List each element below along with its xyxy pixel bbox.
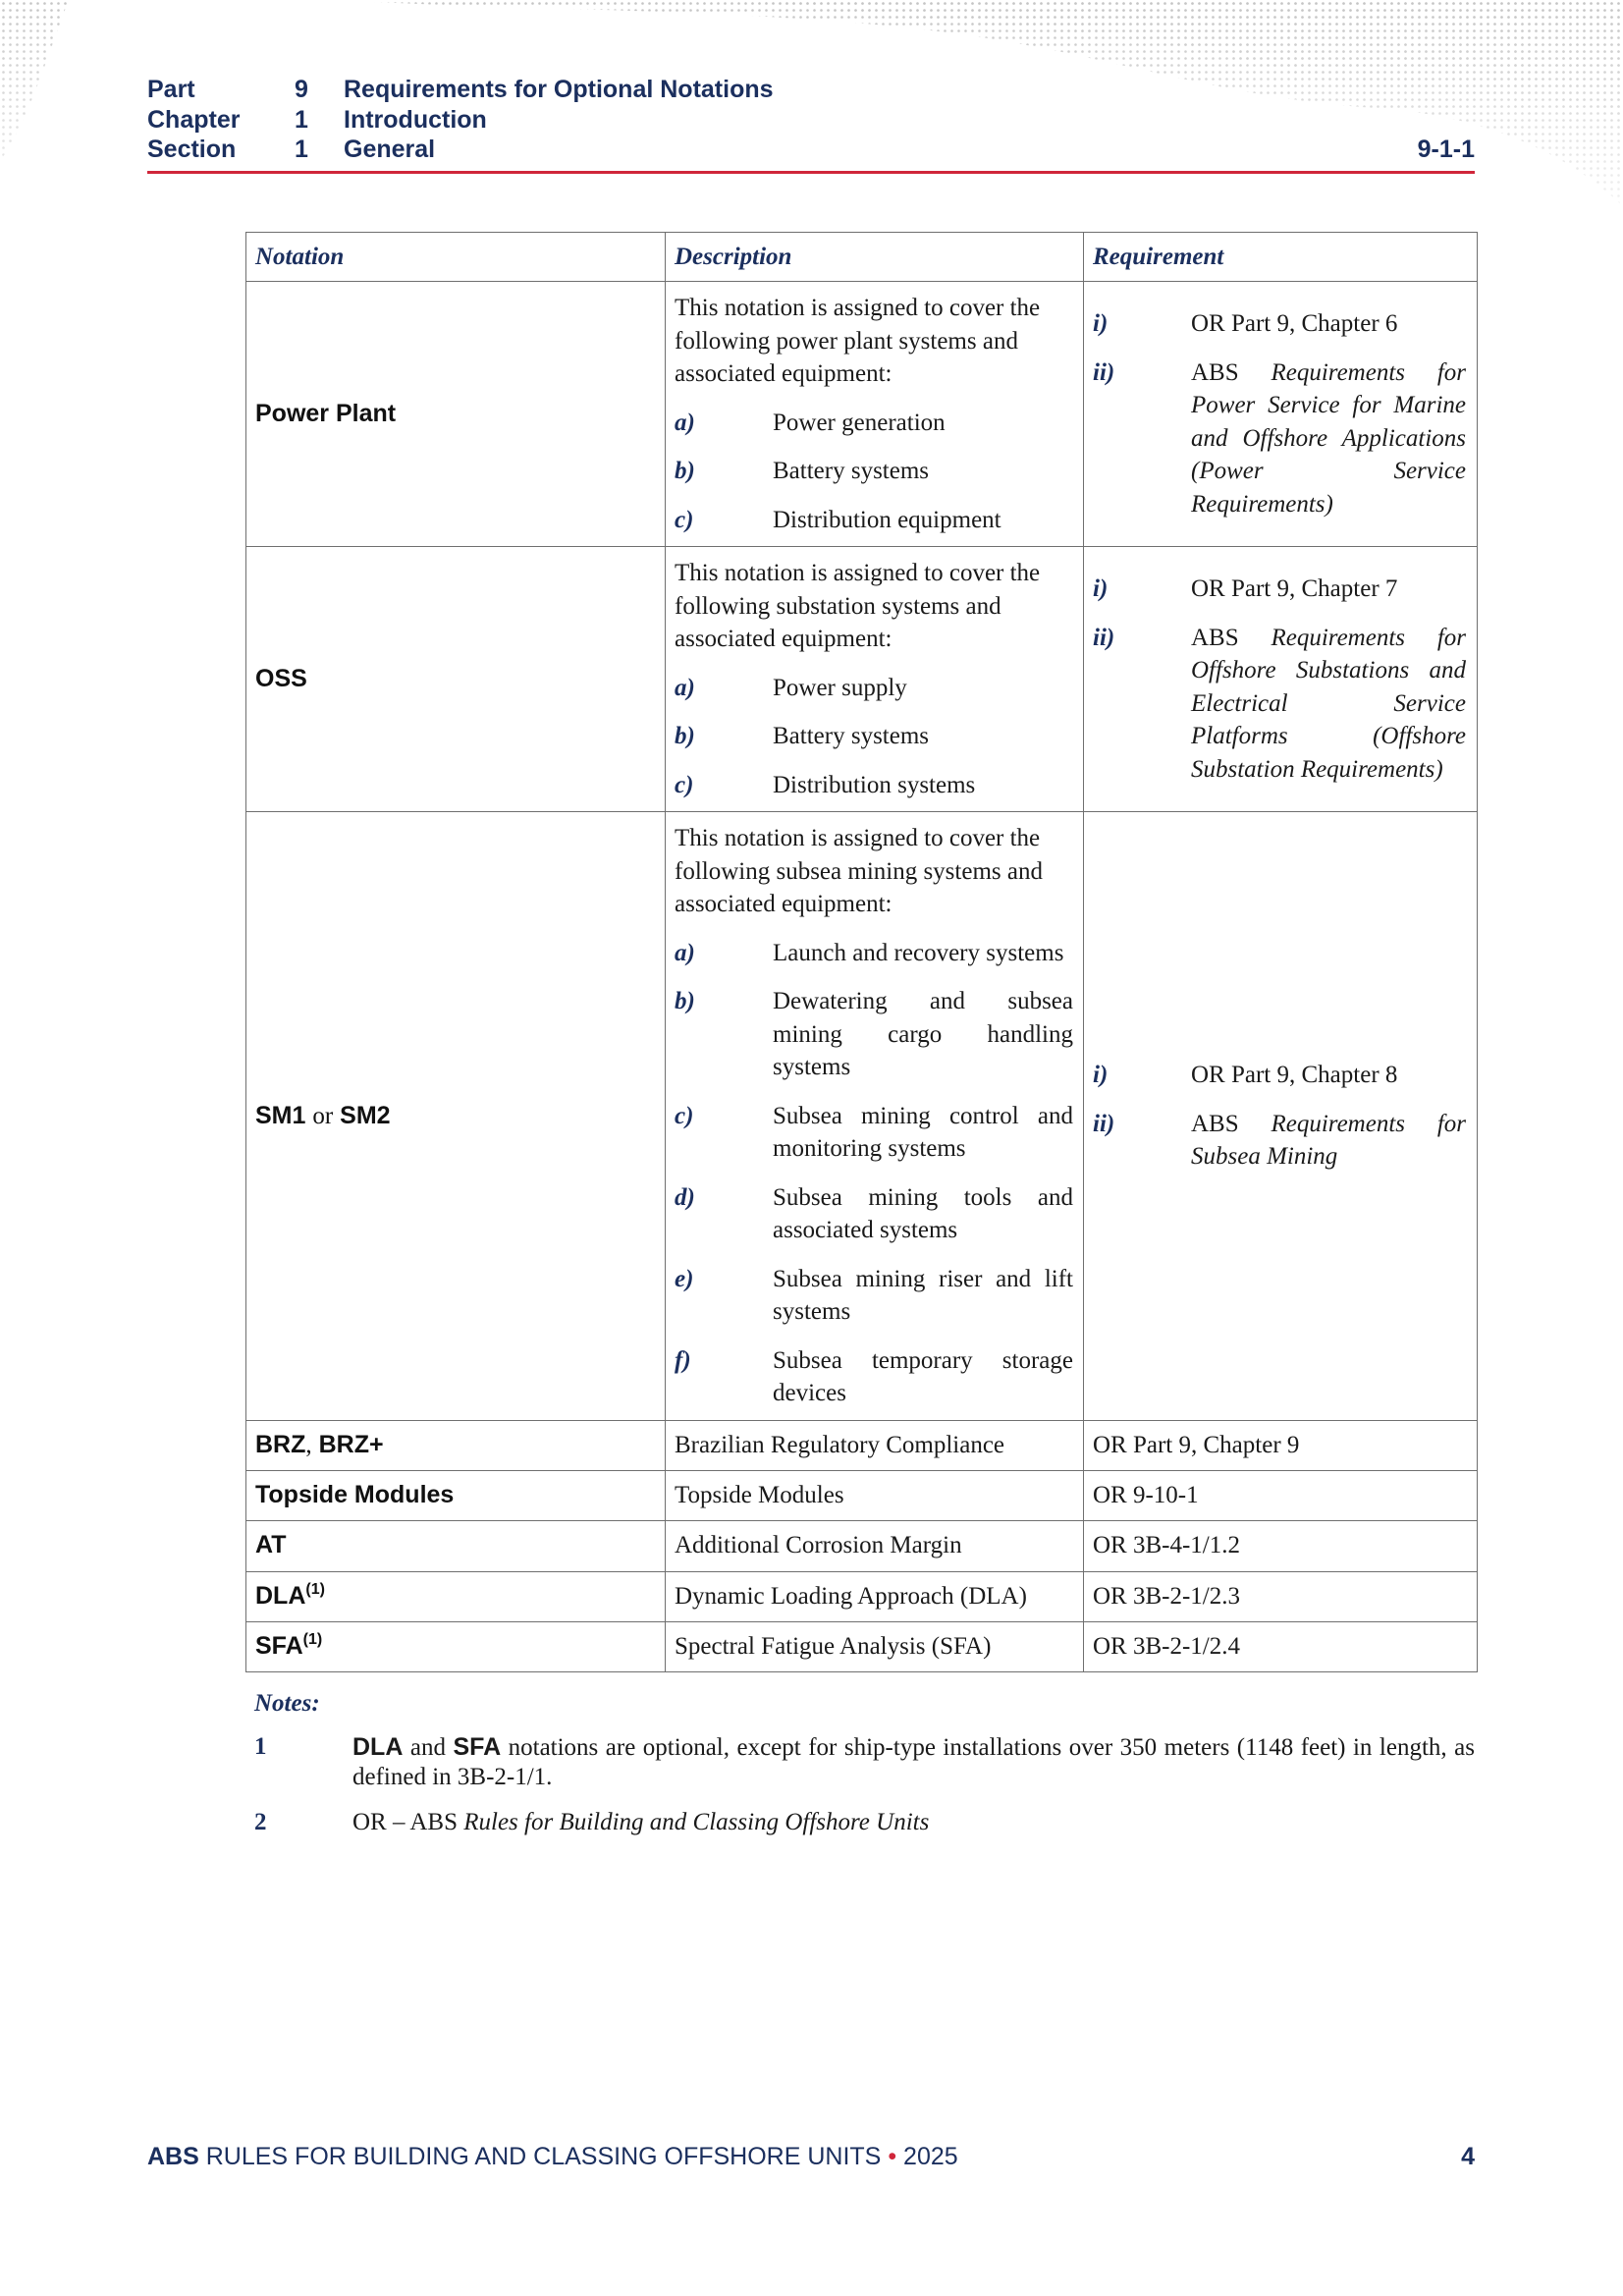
header-section-row [147,135,774,165]
note-text [352,1808,1475,1837]
column-header-requirement: Requirement [1084,233,1478,282]
footer-year: 2025 [903,2143,958,2170]
description-intro: This notation is assigned to cover the following subsea mining systems and associated equipment: [675,825,1043,917]
requirement-item [1093,307,1468,341]
requirement-item-label: ii) [1093,624,1115,651]
list-item-label: c) [675,1102,694,1129]
notes-list [254,1732,1475,1837]
requirement-cell [1084,547,1478,812]
table-row [246,1571,1478,1621]
requirement-source: ABS [1191,624,1239,651]
notation-name: SM1 [255,1101,306,1129]
note-text-part: OR – ABS [352,1809,458,1835]
note-text-part: and [409,1734,446,1761]
requirement-item-label: i) [1093,1062,1109,1088]
description-cell: Spectral Fatigue Analysis (SFA) [666,1621,1084,1671]
requirement-item-label: ii) [1093,1110,1115,1137]
list-item-label: b) [675,723,695,749]
requirement-cell: OR 3B-2-1/2.4 [1084,1621,1478,1671]
table-row [246,1520,1478,1571]
list-item [675,504,1074,537]
notations-table [245,232,1478,1672]
list-item-text: Subsea temporary storage devices [773,1346,1073,1406]
requirement-item-text: OR Part 9, Chapter 8 [1191,1062,1398,1088]
footnote-reference: (1) [305,1580,325,1598]
section-reference: 9-1-1 [1417,136,1475,163]
notation-cell [246,1621,666,1671]
requirement-item [1093,573,1468,606]
requirement-document-title: Requirements for Offshore Substations and Electrical Service Platforms (Offshore Substation Requirements) [1191,624,1466,783]
table-row [246,1621,1478,1671]
note-number: 1 [254,1733,267,1760]
column-header-notation: Notation [246,233,666,282]
list-item-label: d) [675,1183,695,1211]
notation-name: SM2 [340,1101,391,1129]
list-item-label: f) [675,1346,691,1374]
list-item [675,455,1074,488]
requirement-item-text: OR Part 9, Chapter 6 [1191,310,1398,337]
requirement-cell [1084,812,1478,1421]
list-item-label: c) [675,771,694,798]
note-text-part: notations are optional, except for ship-type installations over 350 meters (1148 feet) in length, as defined in 3B-2-1/1. [352,1734,1475,1790]
note-item [254,1808,1475,1837]
table-row [246,282,1478,547]
header-part-number: 9 [295,76,308,103]
requirement-cell: OR 9-10-1 [1084,1470,1478,1520]
list-item-label: a) [675,409,695,436]
table-row [246,1420,1478,1470]
list-item-text: Launch and recovery systems [773,939,1064,966]
list-item [675,769,1074,802]
description-intro: This notation is assigned to cover the following substation systems and associated equipment: [675,560,1041,652]
requirement-item-text: OR Part 9, Chapter 7 [1191,575,1398,602]
requirement-item [1093,1108,1468,1174]
list-item-text: Power supply [773,674,907,701]
notation-cell [246,547,666,812]
requirement-cell: OR Part 9, Chapter 9 [1084,1420,1478,1470]
description-cell [666,547,1084,812]
running-header [147,75,774,165]
description-cell: Dynamic Loading Approach (DLA) [666,1571,1084,1621]
notation-name: Power Plant [255,399,397,427]
footer-brand: ABS [147,2143,199,2170]
notation-joiner: or [312,1102,334,1129]
list-item-label: a) [675,674,695,701]
note-number: 2 [254,1809,267,1835]
header-part-title: Requirements for Optional Notations [344,76,774,103]
footer-bullet: • [888,2143,897,2170]
note-notation: SFA [453,1733,502,1761]
table-row [246,1470,1478,1520]
notation-cell: Topside Modules [246,1470,666,1520]
note-item [254,1732,1475,1792]
dot-wave-left [0,0,69,162]
list-item-label: e) [675,1265,694,1292]
header-chapter-title: Introduction [344,105,487,134]
notation-cell [246,1571,666,1621]
list-item-label: b) [675,458,695,484]
requirement-item-text [1191,622,1466,787]
requirement-item-text [1191,356,1466,521]
description-cell: Brazilian Regulatory Compliance [666,1420,1084,1470]
list-item [675,1344,1074,1410]
list-item [675,407,1074,440]
list-item [675,1181,1074,1247]
notation-name: OSS [255,664,307,692]
list-item [675,937,1074,970]
description-cell: Topside Modules [666,1470,1084,1520]
table-row [246,547,1478,812]
header-section-title: General [344,136,436,163]
list-item-label: c) [675,506,694,533]
column-header-description: Description [666,233,1084,282]
list-item-text: Dewatering and subsea mining cargo handling systems [773,988,1073,1080]
list-item [675,1263,1074,1329]
list-item-text: Battery systems [773,723,930,749]
header-chapter-row [147,105,774,136]
list-item-label: b) [675,988,695,1014]
requirement-cell: OR 3B-2-1/2.3 [1084,1571,1478,1621]
description-intro: This notation is assigned to cover the following power plant systems and associated equipment: [675,295,1041,387]
requirement-item-text [1191,1108,1466,1174]
requirement-item [1093,356,1468,521]
list-item-text: Subsea mining tools and associated systems [773,1183,1073,1243]
requirement-source: ABS [1191,1110,1239,1137]
note-text [352,1732,1475,1792]
description-cell [666,812,1084,1421]
notation-name: SFA [255,1631,303,1660]
notation-cell [246,812,666,1421]
notes-heading: Notes: [254,1690,320,1717]
description-cell [666,282,1084,547]
header-part-label: Part [147,76,195,103]
requirement-item [1093,1059,1468,1092]
list-item-text: Distribution equipment [773,506,1001,533]
requirement-document-title: Requirements for Power Service for Marine and Offshore Applications (Power Service Requirements) [1191,358,1466,518]
page-footer [147,2142,958,2171]
list-item [675,985,1074,1084]
header-part-row [147,75,774,105]
requirement-item-label: i) [1093,310,1109,337]
requirement-cell: OR 3B-4-1/1.2 [1084,1520,1478,1571]
list-item [675,1100,1074,1166]
requirement-cell [1084,282,1478,547]
page-number: 4 [1461,2143,1475,2170]
table-row [246,812,1478,1421]
header-rule [147,171,1475,174]
footnote-reference: (1) [302,1630,323,1648]
list-item-text: Battery systems [773,458,930,484]
header-chapter-label: Chapter [147,105,241,134]
table-header-row [246,233,1478,282]
notation-name: BRZ [255,1430,306,1458]
requirement-item-label: ii) [1093,358,1115,386]
list-item-text: Subsea mining control and monitoring systems [773,1102,1073,1162]
header-section-label: Section [147,136,237,163]
footer-title: RULES FOR BUILDING AND CLASSING OFFSHORE UNITS [205,2143,882,2170]
requirement-source: ABS [1191,358,1239,386]
notation-cell [246,282,666,547]
requirement-item [1093,622,1468,787]
note-document-title: Rules for Building and Classing Offshore Units [463,1809,930,1835]
header-chapter-number: 1 [295,105,308,134]
list-item-text: Subsea mining riser and lift systems [773,1265,1073,1325]
requirement-document-title: Requirements for Subsea Mining [1191,1110,1466,1170]
requirement-item-label: i) [1093,575,1109,602]
list-item-label: a) [675,939,695,966]
list-item-text: Distribution systems [773,771,976,798]
notation-name: BRZ+ [318,1430,384,1458]
notation-cell: AT [246,1520,666,1571]
notation-name: DLA [255,1581,306,1610]
notation-separator: , [305,1431,312,1458]
header-section-number: 1 [295,136,308,163]
list-item [675,720,1074,753]
description-cell: Additional Corrosion Margin [666,1520,1084,1571]
list-item [675,672,1074,705]
list-item-text: Power generation [773,409,946,436]
note-notation: DLA [352,1733,404,1761]
notation-cell [246,1420,666,1470]
